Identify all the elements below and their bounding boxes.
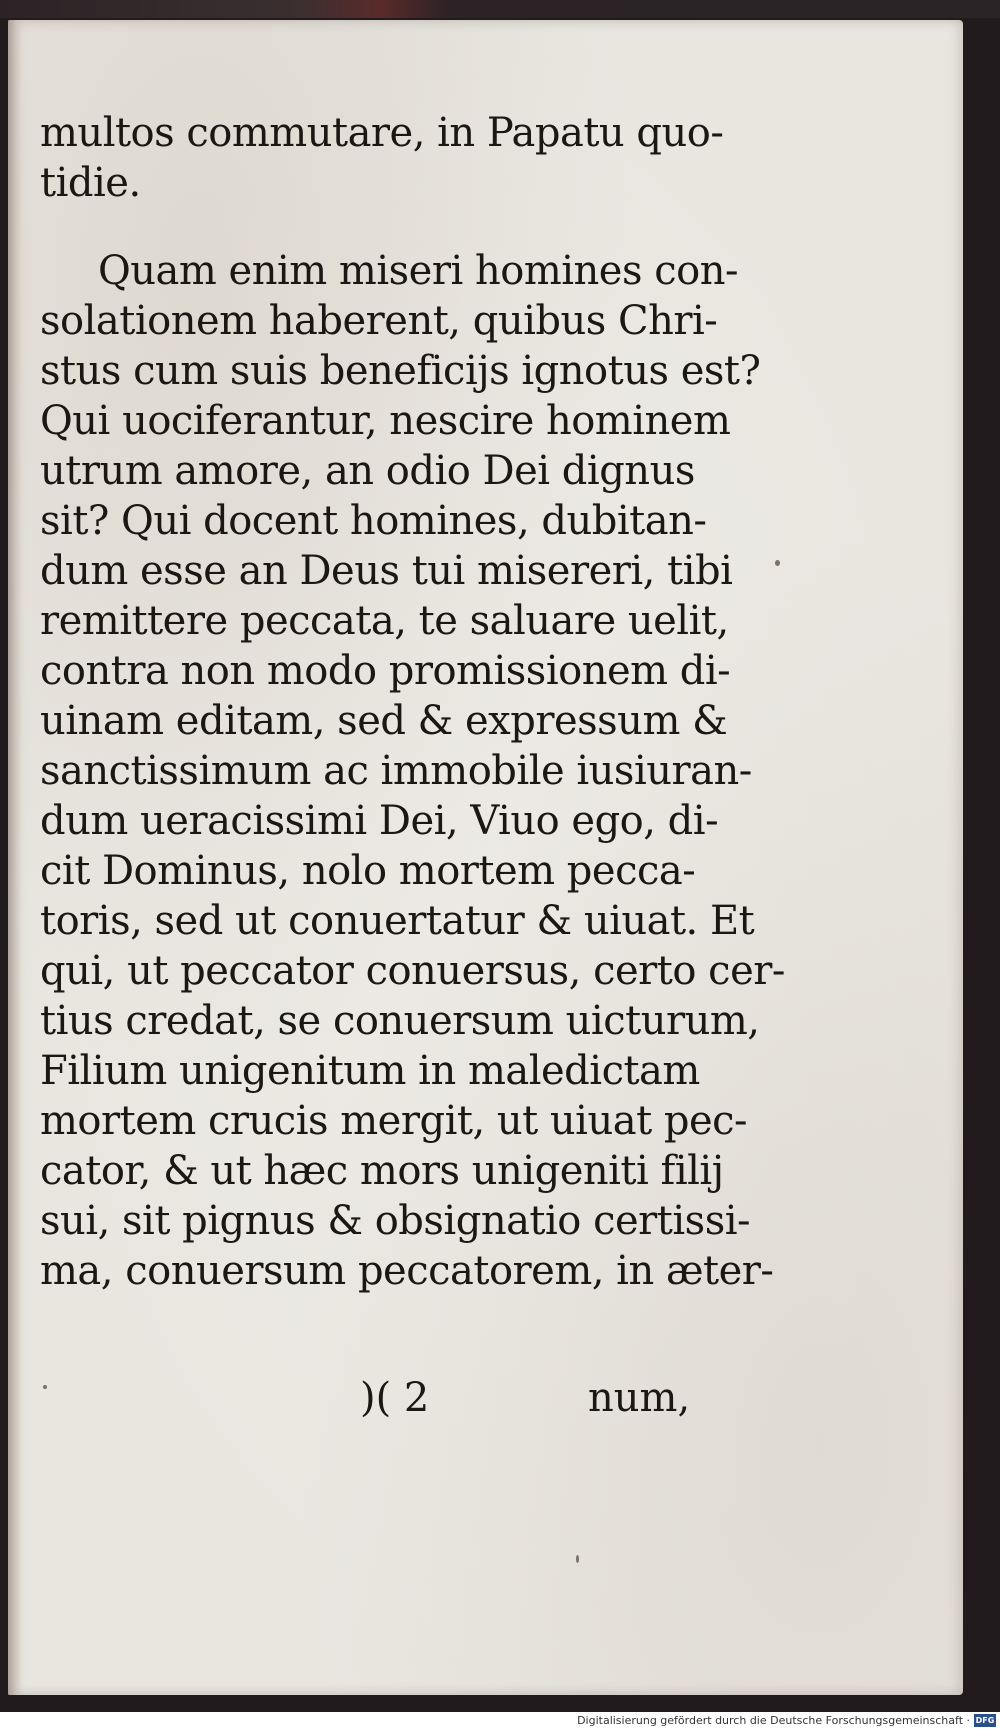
text-line: dum esse an Deus tui misereri, tibi [40,548,733,594]
text-line: dum ueracissimi Dei, Viuo ego, di- [40,798,719,844]
text-line: mortem crucis mergit, ut uiuat pec- [40,1098,748,1144]
text-line: uinam editam, sed & expressum & [40,698,728,744]
text-line: cator, & ut hæc mors unigeniti filij [40,1148,724,1194]
text-line: cit Dominus, nolo mortem pecca- [40,848,696,894]
text-line: tius credat, se conuersum uicturum, [40,998,760,1044]
text-line: Qui uociferantur, nescire hominem [40,398,731,444]
text-line: utrum amore, an odio Dei dignus [40,448,695,494]
text-line: ma, conuersum peccatorem, in æter- [40,1248,774,1294]
text-line: tidie. [40,160,141,206]
page-gutter-shadow [8,20,22,1695]
paper-speck [43,1385,47,1389]
book-page [8,20,963,1695]
text-line: solationem haberent, quibus Chri- [40,298,718,344]
signature-mark: )( 2 [360,1375,430,1421]
paragraph-gap [40,208,720,246]
page-foot [8,1375,963,1425]
paper-speck [775,560,780,566]
catchword: num, [588,1375,691,1421]
text-line: remittere peccata, te saluare uelit, [40,598,729,644]
text-line: sui, sit pignus & obsignatio certissi- [40,1198,751,1244]
text-line: sanctissimum ac immobile iusiuran- [40,748,752,794]
text-line: qui, ut peccator conuersus, certo cer- [40,948,785,994]
book-edge-top [0,0,1000,18]
funding-credit: Digitalisierung gefördert durch die Deutsche Forschungsgemeinschaft · [577,1714,970,1727]
text-line: contra non modo promissionem di- [40,648,731,694]
text-line: Filium unigenitum in maledictam [40,1048,700,1094]
text-line: stus cum suis beneficijs ignotus est? [40,348,761,394]
dfg-logo: DFG [975,1716,995,1725]
paper-speck [576,1555,579,1563]
page-text [40,108,785,1296]
text-line: sit? Qui docent homines, dubitan- [40,498,707,544]
text-line: multos commutare, in Papatu quo- [40,110,724,156]
text-line: toris, sed ut conuertatur & uiuat. Et [40,898,755,944]
text-line: Quam enim miseri homines con- [98,248,738,294]
